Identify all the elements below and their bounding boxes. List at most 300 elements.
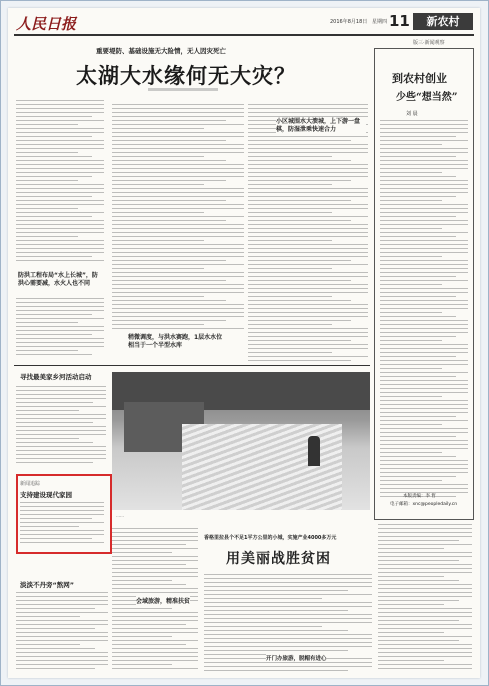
text-line bbox=[112, 176, 244, 177]
text-line bbox=[204, 622, 372, 623]
text-line bbox=[248, 208, 368, 209]
text-line bbox=[16, 394, 106, 395]
text-line bbox=[112, 216, 244, 217]
highlight-text bbox=[20, 502, 104, 546]
text-line bbox=[378, 608, 472, 609]
text-line bbox=[16, 334, 92, 335]
text-line bbox=[112, 160, 226, 161]
text-line bbox=[16, 462, 93, 463]
text-line bbox=[112, 152, 244, 153]
text-line bbox=[112, 240, 204, 241]
lead-headline: 太湖大水缘何无大灾？ bbox=[76, 64, 296, 88]
text-line bbox=[16, 410, 79, 411]
text-line bbox=[16, 188, 104, 189]
text-line bbox=[248, 280, 351, 281]
text-line bbox=[16, 318, 104, 319]
text-line bbox=[248, 144, 368, 145]
text-line bbox=[16, 450, 106, 451]
text-line bbox=[16, 390, 106, 391]
text-line bbox=[16, 664, 108, 665]
text-line bbox=[380, 280, 468, 281]
text-line bbox=[112, 252, 244, 253]
text-line bbox=[112, 140, 226, 141]
text-line bbox=[16, 152, 78, 153]
text-line bbox=[380, 404, 468, 405]
text-line bbox=[204, 670, 348, 671]
text-line bbox=[380, 184, 468, 185]
text-line bbox=[378, 540, 459, 541]
text-line bbox=[380, 296, 456, 297]
text-line bbox=[380, 124, 468, 125]
text-line bbox=[16, 644, 80, 645]
text-line bbox=[16, 616, 80, 617]
text-line bbox=[378, 640, 459, 641]
text-line bbox=[380, 436, 456, 437]
text-line bbox=[378, 636, 472, 637]
text-line bbox=[112, 196, 244, 197]
text-line bbox=[378, 616, 472, 617]
text-line bbox=[380, 472, 468, 473]
text-line bbox=[112, 608, 172, 609]
text-line bbox=[380, 300, 468, 301]
text-line bbox=[380, 252, 468, 253]
text-line bbox=[112, 644, 186, 645]
text-line bbox=[248, 312, 368, 313]
text-line bbox=[16, 402, 93, 403]
text-line bbox=[248, 284, 368, 285]
text-line bbox=[16, 596, 108, 597]
text-line bbox=[16, 660, 108, 661]
text-line bbox=[380, 420, 468, 421]
text-line bbox=[20, 530, 104, 531]
text-line bbox=[112, 276, 244, 277]
text-line bbox=[112, 660, 198, 661]
text-line bbox=[380, 324, 468, 325]
mid-headline-a: 小区城围水大溃城，上下游一盘棋，防湿泄乘快速合力 bbox=[276, 118, 366, 134]
text-line bbox=[248, 336, 368, 337]
text-line bbox=[112, 172, 244, 173]
text-line bbox=[16, 228, 104, 229]
third-column-text bbox=[248, 104, 368, 364]
text-line bbox=[380, 428, 468, 429]
text-line bbox=[204, 666, 372, 667]
text-line bbox=[380, 432, 468, 433]
text-line bbox=[248, 160, 351, 161]
harvest-photo bbox=[112, 372, 370, 510]
text-line bbox=[378, 524, 472, 525]
text-line bbox=[248, 236, 368, 237]
text-line bbox=[380, 328, 468, 329]
text-line bbox=[248, 332, 368, 333]
text-line bbox=[16, 310, 104, 311]
text-line bbox=[248, 292, 368, 293]
text-line bbox=[16, 652, 108, 653]
text-line bbox=[248, 232, 368, 233]
text-line bbox=[112, 612, 198, 613]
text-line bbox=[16, 184, 104, 185]
text-line bbox=[378, 580, 459, 581]
text-line bbox=[112, 112, 244, 113]
text-line bbox=[380, 148, 468, 149]
text-line bbox=[380, 260, 468, 261]
text-line bbox=[380, 212, 468, 213]
text-line bbox=[16, 612, 108, 613]
text-line bbox=[380, 316, 456, 317]
text-line bbox=[16, 156, 92, 157]
text-line bbox=[248, 104, 368, 105]
text-line bbox=[380, 304, 468, 305]
text-line bbox=[248, 296, 332, 297]
text-line bbox=[16, 458, 106, 459]
text-line bbox=[16, 216, 92, 217]
text-line bbox=[380, 468, 468, 469]
text-line bbox=[248, 256, 368, 257]
text-line bbox=[378, 536, 472, 537]
text-line bbox=[112, 104, 244, 105]
text-line bbox=[248, 200, 351, 201]
masthead-weekday: 星期四 bbox=[372, 19, 388, 25]
text-line bbox=[16, 322, 78, 323]
text-line bbox=[112, 540, 198, 541]
text-line bbox=[248, 340, 351, 341]
text-line bbox=[380, 488, 468, 489]
text-line bbox=[112, 560, 198, 561]
text-line bbox=[248, 320, 351, 321]
text-line bbox=[380, 180, 468, 181]
text-line bbox=[16, 132, 104, 133]
text-line bbox=[378, 600, 459, 601]
text-line bbox=[112, 268, 204, 269]
text-line bbox=[16, 326, 104, 327]
text-line bbox=[16, 350, 78, 351]
text-line bbox=[20, 506, 104, 507]
text-line bbox=[20, 514, 104, 515]
text-line bbox=[112, 168, 244, 169]
text-line bbox=[378, 656, 472, 657]
text-line bbox=[204, 610, 348, 611]
masthead-rule bbox=[14, 34, 474, 36]
lead-byline bbox=[148, 88, 218, 91]
text-line bbox=[204, 586, 372, 587]
text-line bbox=[16, 636, 108, 637]
text-line bbox=[380, 216, 456, 217]
text-line bbox=[112, 164, 244, 165]
text-line bbox=[112, 108, 244, 109]
center-headline: 用美丽战胜贫困 bbox=[226, 551, 331, 567]
text-line bbox=[112, 288, 244, 289]
text-line bbox=[248, 344, 368, 345]
text-line bbox=[378, 568, 472, 569]
left-column-headline: 防洪工程布局“水上长城”，防洪心需要减，水火人也不同 bbox=[18, 272, 98, 287]
text-line bbox=[378, 544, 472, 545]
right-title-line2: 少些“想当然” bbox=[396, 92, 458, 103]
middle-column-text bbox=[112, 104, 244, 334]
text-line bbox=[378, 632, 444, 633]
text-line bbox=[380, 240, 468, 241]
text-line bbox=[16, 298, 104, 299]
text-line bbox=[380, 364, 468, 365]
text-line bbox=[112, 256, 244, 257]
text-line bbox=[378, 528, 472, 529]
text-line bbox=[112, 248, 244, 249]
text-line bbox=[16, 168, 104, 169]
text-line bbox=[380, 416, 456, 417]
text-line bbox=[16, 124, 78, 125]
text-line bbox=[112, 592, 198, 593]
text-line bbox=[380, 412, 468, 413]
text-line bbox=[378, 588, 472, 589]
left-column-text bbox=[16, 100, 104, 265]
text-line bbox=[112, 180, 226, 181]
center-kicker: 香格里拉县个不足1平方公里的小城，实施产业4000多万元 bbox=[204, 535, 337, 541]
text-line bbox=[16, 260, 104, 261]
text-line bbox=[16, 442, 93, 443]
text-line bbox=[112, 572, 198, 573]
text-line bbox=[112, 204, 244, 205]
text-line bbox=[16, 196, 92, 197]
text-line bbox=[112, 308, 244, 309]
text-line bbox=[380, 160, 468, 161]
text-line bbox=[378, 628, 472, 629]
text-line bbox=[380, 208, 468, 209]
text-line bbox=[204, 646, 372, 647]
photo-caption: …… bbox=[116, 513, 124, 518]
bottom-left-headline: 淡淡不丹旁“熬网” bbox=[20, 581, 75, 589]
text-line bbox=[380, 196, 456, 197]
text-line bbox=[380, 400, 468, 401]
text-line bbox=[380, 368, 442, 369]
text-line bbox=[16, 414, 106, 415]
text-line bbox=[380, 476, 456, 477]
text-line bbox=[248, 244, 368, 245]
text-line bbox=[16, 248, 104, 249]
text-line bbox=[378, 604, 444, 605]
right-column-text bbox=[380, 120, 468, 500]
feature-text bbox=[16, 386, 106, 466]
text-line bbox=[16, 176, 92, 177]
text-line bbox=[16, 386, 106, 387]
text-line bbox=[112, 300, 226, 301]
text-line bbox=[380, 200, 442, 201]
text-line bbox=[380, 388, 468, 389]
highlight-title: 支持建设现代家园 bbox=[20, 491, 72, 499]
text-line bbox=[16, 208, 78, 209]
text-line bbox=[112, 208, 244, 209]
text-line bbox=[380, 288, 468, 289]
text-line bbox=[112, 304, 244, 305]
text-line bbox=[380, 176, 456, 177]
text-line bbox=[378, 624, 472, 625]
text-line bbox=[248, 308, 368, 309]
text-line bbox=[204, 626, 322, 627]
text-line bbox=[248, 288, 368, 289]
text-line bbox=[248, 356, 368, 357]
mid-headline-b: 稍微调度，与洪水赛跑，1层水水位相当于一个半型水库 bbox=[128, 334, 223, 349]
text-line bbox=[380, 224, 468, 225]
right-byline: 刘 晨 bbox=[406, 111, 418, 117]
text-line bbox=[380, 408, 468, 409]
text-line bbox=[380, 128, 468, 129]
text-line bbox=[16, 604, 108, 605]
text-line bbox=[378, 592, 472, 593]
text-line bbox=[380, 172, 442, 173]
text-line bbox=[20, 538, 92, 539]
text-line bbox=[380, 460, 468, 461]
text-line bbox=[16, 600, 108, 601]
text-line bbox=[380, 268, 468, 269]
text-line bbox=[112, 156, 204, 157]
text-line bbox=[380, 384, 468, 385]
contact-email: 电子邮箱：xnc@peopledaily.cn bbox=[390, 502, 458, 507]
text-line bbox=[112, 120, 226, 121]
text-line bbox=[380, 444, 468, 445]
text-line bbox=[20, 522, 104, 523]
text-line bbox=[16, 236, 78, 237]
text-line bbox=[380, 136, 456, 137]
text-line bbox=[248, 224, 368, 225]
text-line bbox=[248, 212, 332, 213]
text-line bbox=[112, 624, 186, 625]
text-line bbox=[378, 648, 472, 649]
text-line bbox=[112, 640, 198, 641]
text-line bbox=[380, 188, 468, 189]
text-line bbox=[20, 502, 104, 503]
text-line bbox=[16, 232, 104, 233]
text-line bbox=[112, 548, 198, 549]
left-column-text-2 bbox=[16, 298, 104, 358]
text-line bbox=[112, 200, 226, 201]
editor-label: 版三·新闻观察 bbox=[413, 40, 445, 46]
text-line bbox=[378, 556, 472, 557]
text-line bbox=[380, 312, 442, 313]
text-line bbox=[204, 650, 348, 651]
text-line bbox=[380, 360, 468, 361]
text-line bbox=[378, 612, 472, 613]
text-line bbox=[20, 526, 79, 527]
text-line bbox=[378, 552, 472, 553]
text-line bbox=[380, 164, 468, 165]
text-line bbox=[248, 180, 351, 181]
text-line bbox=[112, 312, 244, 313]
text-line bbox=[112, 620, 198, 621]
text-line bbox=[20, 542, 104, 543]
text-line bbox=[112, 648, 198, 649]
text-line bbox=[248, 228, 368, 229]
text-line bbox=[248, 216, 368, 217]
text-line bbox=[378, 664, 472, 665]
text-line bbox=[380, 376, 456, 377]
text-line bbox=[16, 306, 104, 307]
text-line bbox=[204, 638, 372, 639]
text-line bbox=[380, 132, 468, 133]
text-line bbox=[16, 204, 104, 205]
text-line bbox=[16, 422, 93, 423]
text-line bbox=[204, 578, 372, 579]
text-line bbox=[112, 124, 244, 125]
text-line bbox=[112, 116, 244, 117]
text-line bbox=[380, 396, 442, 397]
text-line bbox=[16, 128, 104, 129]
section-divider bbox=[14, 365, 370, 366]
text-line bbox=[112, 568, 198, 569]
text-line bbox=[378, 560, 459, 561]
text-line bbox=[248, 168, 368, 169]
text-line bbox=[378, 576, 444, 577]
text-line bbox=[248, 328, 368, 329]
text-line bbox=[112, 532, 198, 533]
text-line bbox=[380, 244, 468, 245]
text-line bbox=[112, 320, 226, 321]
text-line bbox=[248, 272, 368, 273]
text-line bbox=[112, 616, 198, 617]
feature-headline: 寻找最美家乡河活动启动 bbox=[20, 373, 92, 381]
text-line bbox=[16, 112, 104, 113]
text-line bbox=[16, 346, 104, 347]
section-tab: 新农村 bbox=[413, 13, 473, 30]
page-number: 11 bbox=[389, 12, 410, 30]
text-line bbox=[112, 228, 244, 229]
text-line bbox=[204, 590, 348, 591]
text-line bbox=[380, 336, 456, 337]
text-line bbox=[248, 140, 351, 141]
right-title-line1: 到农村创业 bbox=[392, 72, 447, 85]
note-a: 会域旅游，精准扶贫 bbox=[136, 598, 191, 605]
text-line bbox=[248, 316, 368, 317]
text-line bbox=[16, 100, 104, 101]
text-line bbox=[16, 438, 79, 439]
text-line bbox=[16, 330, 104, 331]
text-line bbox=[380, 220, 468, 221]
text-line bbox=[20, 518, 92, 519]
text-line bbox=[16, 354, 92, 355]
text-line bbox=[112, 284, 244, 285]
text-line bbox=[112, 552, 172, 553]
text-line bbox=[380, 352, 468, 353]
text-line bbox=[112, 128, 204, 129]
text-line bbox=[248, 260, 351, 261]
text-line bbox=[16, 434, 106, 435]
text-line bbox=[112, 280, 226, 281]
text-line bbox=[380, 372, 468, 373]
highlight-label: 新闻追踪 bbox=[20, 481, 41, 487]
text-line bbox=[16, 406, 106, 407]
text-line bbox=[16, 244, 104, 245]
text-line bbox=[380, 344, 468, 345]
text-line bbox=[380, 464, 468, 465]
text-line bbox=[248, 164, 368, 165]
text-line bbox=[16, 430, 106, 431]
text-line bbox=[248, 240, 332, 241]
text-line bbox=[16, 164, 104, 165]
text-line bbox=[16, 656, 108, 657]
text-line bbox=[16, 144, 104, 145]
text-line bbox=[112, 148, 244, 149]
text-line bbox=[16, 632, 108, 633]
text-line bbox=[112, 188, 244, 189]
text-line bbox=[112, 636, 172, 637]
text-line bbox=[248, 252, 368, 253]
text-line bbox=[204, 574, 372, 575]
text-line bbox=[16, 160, 104, 161]
text-line bbox=[380, 192, 468, 193]
text-line bbox=[16, 172, 104, 173]
text-line bbox=[380, 292, 468, 293]
text-line bbox=[16, 192, 104, 193]
text-line bbox=[248, 192, 368, 193]
text-line bbox=[16, 668, 95, 669]
text-line bbox=[380, 456, 456, 457]
text-line bbox=[16, 338, 104, 339]
